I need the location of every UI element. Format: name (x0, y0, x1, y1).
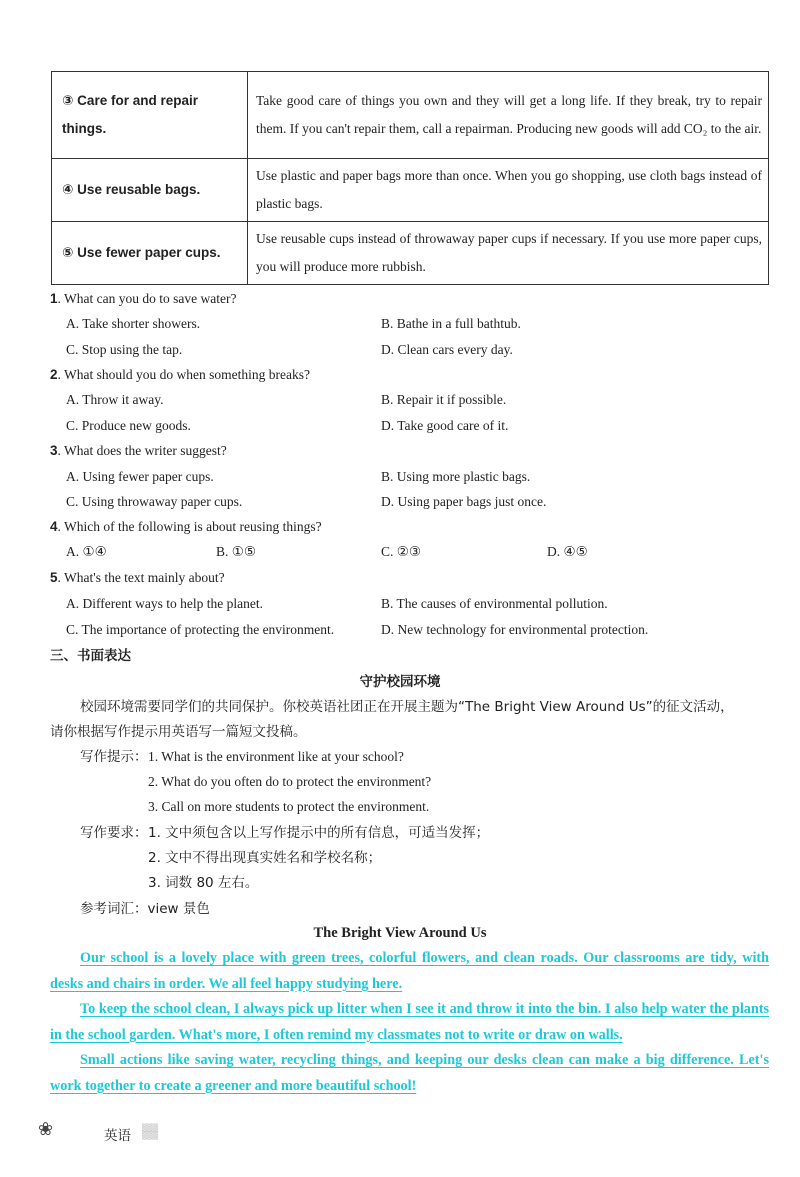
option-c[interactable]: C. ②③ (381, 544, 421, 559)
intro-text: 校园环境需要同学们的共同保护。你校英语社团正在开展主题为“The Bright View Around Us”的征文活动， (80, 699, 734, 715)
option-c[interactable]: C. Produce new goods. (66, 418, 191, 433)
question-1 (50, 290, 236, 308)
description-cell: Use reusable cups instead of throwaway paper cups if necessary. If you use more paper cups, you will produce more rubbish. (248, 222, 769, 285)
writing-title: 守护校园环境 (359, 674, 441, 690)
option-b[interactable]: B. Repair it if possible. (381, 392, 507, 407)
question-number: 3 (50, 443, 58, 458)
question-4 (50, 518, 322, 536)
tip-cell: ③ Care for and repair things. (52, 72, 248, 159)
option-b[interactable]: B. Bathe in a full bathtub. (381, 316, 521, 331)
description-cell: Use plastic and paper bags more than once. When you go shopping, use cloth bags instead of plastic bags. (248, 159, 769, 222)
option-c[interactable]: C. Using throwaway paper cups. (66, 494, 243, 509)
essay-paragraph (50, 946, 769, 997)
essay-title: The Bright View Around Us (313, 925, 487, 941)
option-a[interactable]: A. ①④ (66, 544, 107, 559)
question-text: . What should you do when something breaks? (57, 367, 310, 382)
vocab-hint: 参考词汇：view 景色 (80, 901, 210, 917)
question-2 (50, 366, 310, 384)
option-d[interactable]: D. Clean cars every day. (381, 342, 513, 357)
question-text: . What can you do to save water? (57, 291, 237, 306)
requirement-item: 3. 词数 80 左右。 (148, 875, 259, 891)
option-d[interactable]: D. New technology for environmental protection. (381, 622, 649, 637)
subject-label: 英语 (104, 1128, 131, 1144)
essay-paragraph (50, 997, 769, 1048)
option-d[interactable]: D. Using paper bags just once. (381, 494, 547, 509)
intro-text: 请你根据写作提示用英语写一篇短文投稿。 (50, 724, 307, 740)
prompt-item: 2. What do you often do to protect the environment? (148, 774, 432, 789)
requirement-item: 1. 文中须包含以上写作提示中的所有信息，可适当发挥； (148, 825, 490, 841)
publisher-logo: ❀ (38, 1119, 54, 1140)
prompt-item: 1. What is the environment like at your school? (148, 749, 404, 764)
option-b[interactable]: B. Using more plastic bags. (381, 469, 531, 484)
table-row (52, 72, 769, 159)
table-row (52, 222, 769, 285)
question-number: 5 (50, 570, 58, 585)
essay-text: To keep the school clean, I always pick up litter when I see it and throw it into the bin. I also help water the plants in the school garden. What's more, I often remind my classmates not to write or draw on walls. (50, 1001, 769, 1043)
question-text: . What does the writer suggest? (57, 443, 227, 458)
prompt-item: 3. Call on more students to protect the environment. (148, 799, 430, 814)
question-text: . Which of the following is about reusing things? (57, 519, 322, 534)
option-c[interactable]: C. Stop using the tap. (66, 342, 183, 357)
tip-cell: ④ Use reusable bags. (52, 159, 248, 222)
requirements-label: 写作要求： (80, 825, 148, 841)
essay-paragraph (50, 1048, 769, 1099)
prompts-label: 写作提示： (80, 749, 148, 765)
question-number: 1 (50, 291, 58, 306)
question-5 (50, 569, 225, 587)
option-a[interactable]: A. Throw it away. (66, 392, 164, 407)
essay-text: Our school is a lovely place with green trees, colorful flowers, and clean roads. Our classrooms are tidy, with desks and chairs in order. We all feel happy studying here. (50, 950, 769, 992)
question-number: 2 (50, 367, 58, 382)
essay-text: Small actions like saving water, recycling things, and keeping our desks clean can make a big difference. Let's work together to create a greener and more beautiful school! (50, 1052, 769, 1094)
option-d[interactable]: D. ④⑤ (547, 544, 588, 559)
table-row (52, 159, 769, 222)
tip-cell: ⑤ Use fewer paper cups. (52, 222, 248, 285)
option-b[interactable]: B. ①⑤ (216, 544, 256, 559)
question-text: . What's the text mainly about? (57, 570, 225, 585)
description-cell: Take good care of things you own and they will get a long life. If they break, try to repair them. If you can't repair them, call a repairman. Producing new goods will add CO₂ to the air. (248, 72, 769, 159)
option-a[interactable]: A. Take shorter showers. (66, 316, 201, 331)
question-3 (50, 442, 227, 460)
option-a[interactable]: A. Using fewer paper cups. (66, 469, 214, 484)
option-d[interactable]: D. Take good care of it. (381, 418, 509, 433)
option-c[interactable]: C. The importance of protecting the environment. (66, 622, 335, 637)
tips-table (51, 71, 769, 285)
section-heading: 三、书面表达 (50, 648, 131, 664)
option-b[interactable]: B. The causes of environmental pollution. (381, 596, 608, 611)
question-number: 4 (50, 519, 58, 534)
requirement-item: 2. 文中不得出现真实姓名和学校名称； (148, 850, 382, 866)
footer-decoration: ▒▒▒ ▒▒▒ (142, 1124, 159, 1140)
option-a[interactable]: A. Different ways to help the planet. (66, 596, 263, 611)
